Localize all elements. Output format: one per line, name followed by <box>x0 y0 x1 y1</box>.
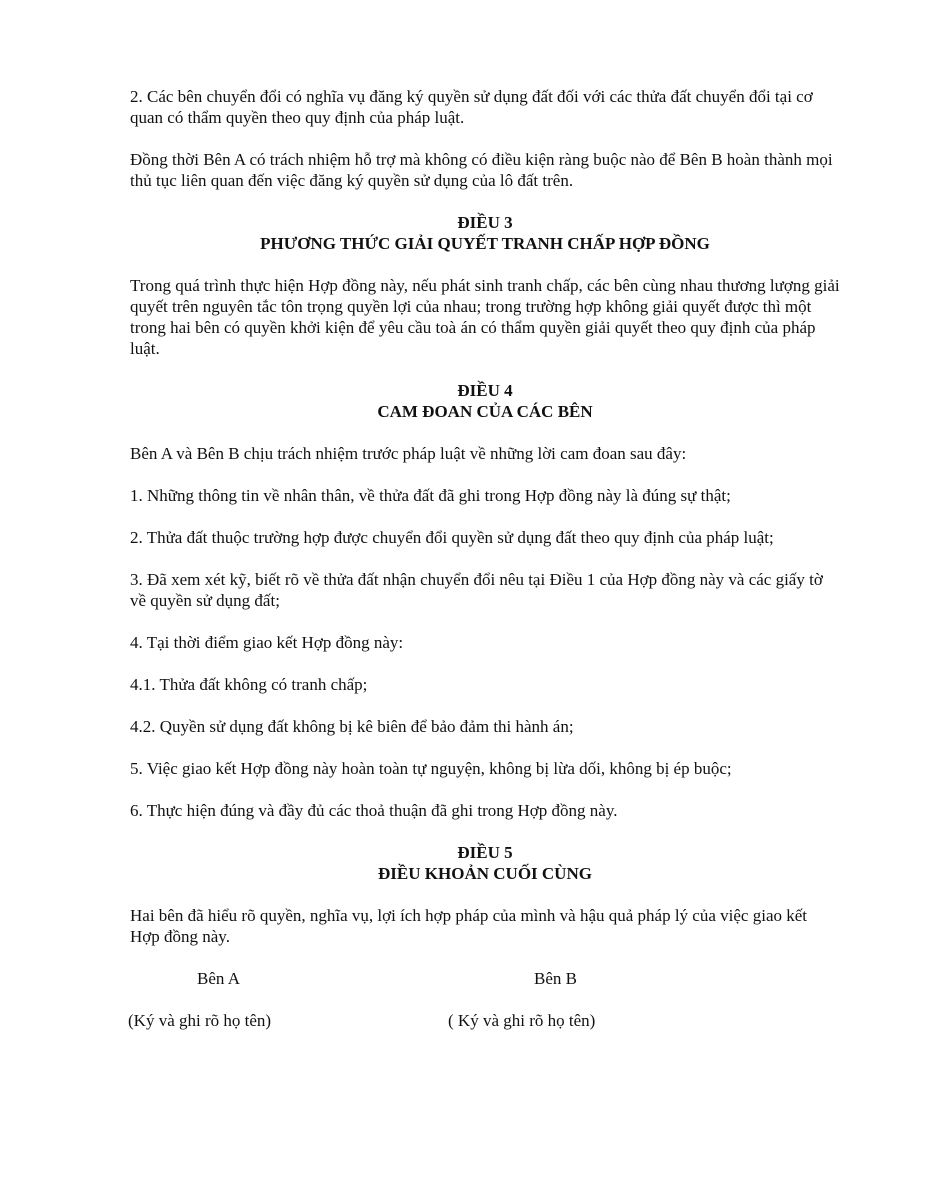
article4-item-5: 5. Việc giao kết Hợp đồng này hoàn toàn tự nguyện, không bị lừa dối, không bị ép buộc; <box>130 759 732 778</box>
party-a-label: Bên A <box>197 969 240 988</box>
party-a-sign-note: (Ký và ghi rõ họ tên) <box>128 1011 272 1030</box>
article5-title: ĐIỀU KHOẢN CUỐI CÙNG <box>378 864 592 883</box>
article2-support-paragraph: Đồng thời Bên A có trách nhiệm hỗ trợ mà không có điều kiện ràng buộc nào để Bên B hoàn thành mọi thủ tục liên quan đến việc đăng ký quyền sử dụng của lô đất trên. <box>130 150 833 190</box>
document-body <box>130 86 840 1052</box>
article4-heading <box>130 380 840 422</box>
party-b-sign-note: ( Ký và ghi rõ họ tên) <box>448 1011 596 1030</box>
article4-intro: Bên A và Bên B chịu trách nhiệm trước pháp luật về những lời cam đoan sau đây: <box>130 444 687 463</box>
article3-body: Trong quá trình thực hiện Hợp đồng này, nếu phát sinh tranh chấp, các bên cùng nhau thương lượng giải quyết trên nguyên tắc tôn trọng quyền lợi của nhau; trong trường hợp không giải quyết được thì một trong hai bên có quyền khởi kiện để yêu cầu toà án có thẩm quyền giải quyết theo quy định của pháp luật. <box>130 276 840 358</box>
article4-title: CAM ĐOAN CỦA CÁC BÊN <box>377 402 593 421</box>
article3-title: PHƯƠNG THỨC GIẢI QUYẾT TRANH CHẤP HỢP ĐỒNG <box>260 234 710 253</box>
article5-heading <box>130 842 840 884</box>
article4-item-4-2: 4.2. Quyền sử dụng đất không bị kê biên để bảo đảm thi hành án; <box>130 717 574 736</box>
article4-number: ĐIỀU 4 <box>457 381 513 400</box>
article5-number: ĐIỀU 5 <box>457 843 513 862</box>
article4-item-2: 2. Thửa đất thuộc trường hợp được chuyển đổi quyền sử dụng đất theo quy định của pháp luật; <box>130 528 774 547</box>
signature-note-row <box>130 1010 840 1031</box>
article4-item-3: 3. Đã xem xét kỹ, biết rõ về thửa đất nhận chuyển đổi nêu tại Điều 1 của Hợp đồng này và các giấy tờ về quyền sử dụng đất; <box>130 570 823 610</box>
party-b-label: Bên B <box>534 969 577 988</box>
article4-item-4-1: 4.1. Thửa đất không có tranh chấp; <box>130 675 368 694</box>
signature-party-row <box>130 968 840 989</box>
article4-item-6: 6. Thực hiện đúng và đầy đủ các thoả thuận đã ghi trong Hợp đồng này. <box>130 801 618 820</box>
article3-number: ĐIỀU 3 <box>457 213 513 232</box>
article4-item-1: 1. Những thông tin về nhân thân, về thửa đất đã ghi trong Hợp đồng này là đúng sự thật; <box>130 486 731 505</box>
article5-body: Hai bên đã hiểu rõ quyền, nghĩa vụ, lợi ích hợp pháp của mình và hậu quả pháp lý của việc giao kết Hợp đồng này. <box>130 906 808 946</box>
article4-item-4: 4. Tại thời điểm giao kết Hợp đồng này: <box>130 633 404 652</box>
article3-heading <box>130 212 840 254</box>
article2-item2: 2. Các bên chuyển đổi có nghĩa vụ đăng ký quyền sử dụng đất đối với các thửa đất chuyển đổi tại cơ quan có thẩm quyền theo quy định của pháp luật. <box>130 87 813 127</box>
